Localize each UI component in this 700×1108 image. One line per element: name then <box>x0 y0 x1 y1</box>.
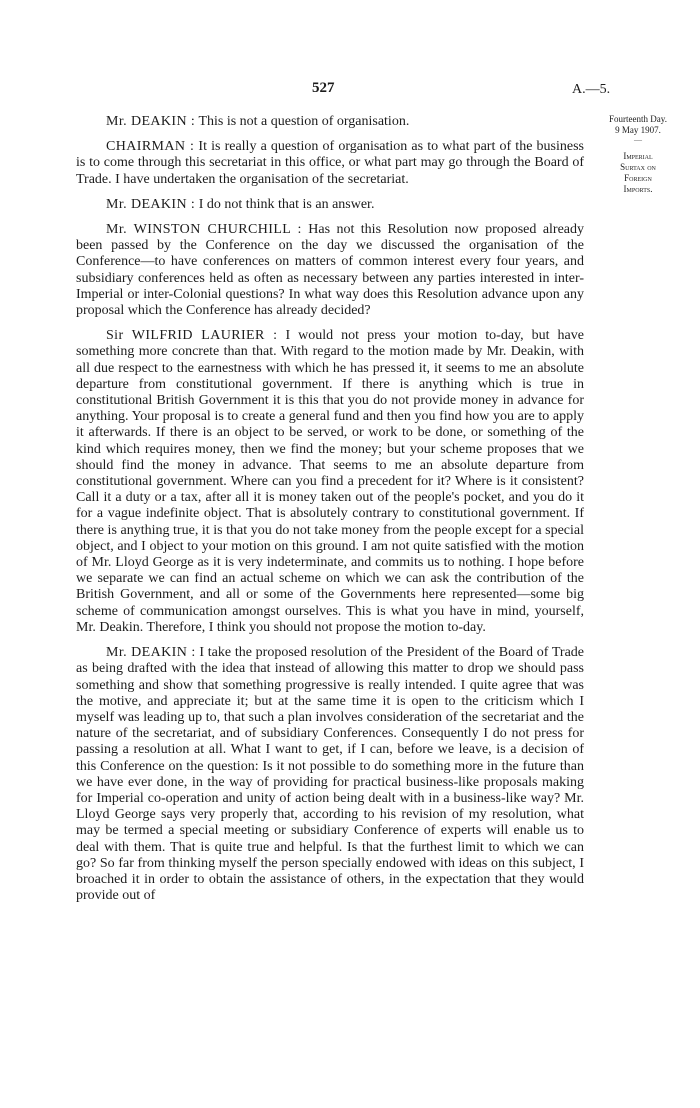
speaker-name: Mr. WINSTON CHURCHILL : <box>106 222 302 238</box>
paragraph-deakin-1 <box>76 114 584 130</box>
margin-note-date-line-1: Fourteenth Day. <box>609 114 667 124</box>
margin-note-subject-line-3: Foreign <box>624 173 652 183</box>
speaker-name: CHAIRMAN : <box>106 139 195 155</box>
paragraph-text: I would not press your motion to-day, but have something more concrete than that. With regard to the motion made by Mr. Deakin, with all due respect to the earnestness with which he has pressed it, it seems to me an absolute departure from constitutional government. If there is anything which is true in constitutional British Government it is this that you do not provide money in advance for anything. Your proposal is to create a general fund and then you find how you are to apply it afterwards. If there is an object to be served, or work to be done, or something of the kind which requires money, then we find the money; but your scheme proposes that we should find the money in advance. That seems to me an absolute departure from constitutional government. Where can you find a precedent for it? Where is it consistent? Call it a duty or a tax, after all it is money taken out of the people's pocket, and you do it for a vague indefinite object. That is absolutely contrary to constitutional government. If there is anything true, it is that you do not take money from the people except for a special object, and I object to your motion on this ground. I am not quite satisfied with the motion of Mr. Lloyd George as it is very indeterminate, and commits us to nothing. I hope before we separate we can find an actual scheme on which we can ask the contribution of the British Government, and all or some of the Governments here represented—some big scheme of communication amongst ourselves. This is what you have in mind, yourself, Mr. Deakin. Therefore, I think you should not propose the motion to-day. <box>76 328 584 635</box>
margin-note-subject-line-4: Imports. <box>623 184 653 194</box>
document-reference: A.—5. <box>572 82 611 97</box>
paragraph-text: I take the proposed resolution of the President of the Board of Trade as being drafted with the idea that instead of allowing this matter to drop we should pass something and show that something progressive is really intended. I quite agree that was the motive, and appreciate it; but at the same time it is open to the criticism which I myself was leading up to, that such a plan involves consideration of the secretariat and the nature of the secretariat, and of subsidiary Conferences. Consequently I do not press for passing a resolution at all. What I want to get, if I can, before we leave, is a decision of this Conference on the question: Is it not possible to do something more in the future than we have ever done, in the way of providing for practical business-like proposals making for Imperial co-operation and unity of action being dealt with in a business-like way? Mr. Lloyd George says very properly that, according to his revision of my resolution, what may be termed a special meeting or subsidiary Conference of experts will enable us to deal with them. That is quite true and helpful. Is that the furthest limit to which we can go? So far from thinking myself the person specially endowed with ideas on this subject, I broached it in order to obtain the assistance of others, in the expectation that they would provide out of <box>76 645 584 904</box>
paragraph-text: Has not this Resolution now proposed already been passed by the Conference on the day we discussed the organisation of the Conference—to have conferences on matters of common interest every four years, and subsidiary conferences held as often as necessary between any parties interested in inter-Imperial or inter-Colonial questions? In what way does this Resolution advance upon any proposal which the Conference has already decided? <box>76 222 585 319</box>
margin-note-subject <box>596 151 680 195</box>
speaker-name: Mr. DEAKIN : <box>106 196 196 212</box>
paragraph-text: I do not think that is an answer. <box>198 196 375 212</box>
paragraph-text: This is not a question of organisation. <box>198 114 410 129</box>
speaker-name: Sir WILFRID LAURIER : <box>106 328 278 344</box>
margin-note-rule: — <box>634 135 642 144</box>
speaker-name: Mr. DEAKIN : <box>106 645 196 661</box>
margin-note-date-line-2: 9 May 1907. <box>615 125 661 135</box>
paragraph-text: It is really a question of organisation as to what part of the business is to come through this secretariat in this office, or what part may go through the Board of Trade. I have undertaken the organisation of the secretariat. <box>76 139 584 187</box>
paragraph-chairman <box>76 139 584 188</box>
transcript-body <box>76 114 584 913</box>
margin-notes <box>596 114 680 195</box>
paragraph-churchill <box>76 222 584 319</box>
paragraph-deakin-2 <box>76 197 584 213</box>
speaker-name: Mr. DEAKIN : <box>106 114 196 129</box>
margin-note-subject-line-1: Imperial <box>623 151 653 161</box>
paragraph-deakin-3 <box>76 645 584 904</box>
page-number: 527 <box>312 80 335 96</box>
paragraph-laurier <box>76 328 584 636</box>
margin-note-subject-line-2: Surtax on <box>620 162 656 172</box>
